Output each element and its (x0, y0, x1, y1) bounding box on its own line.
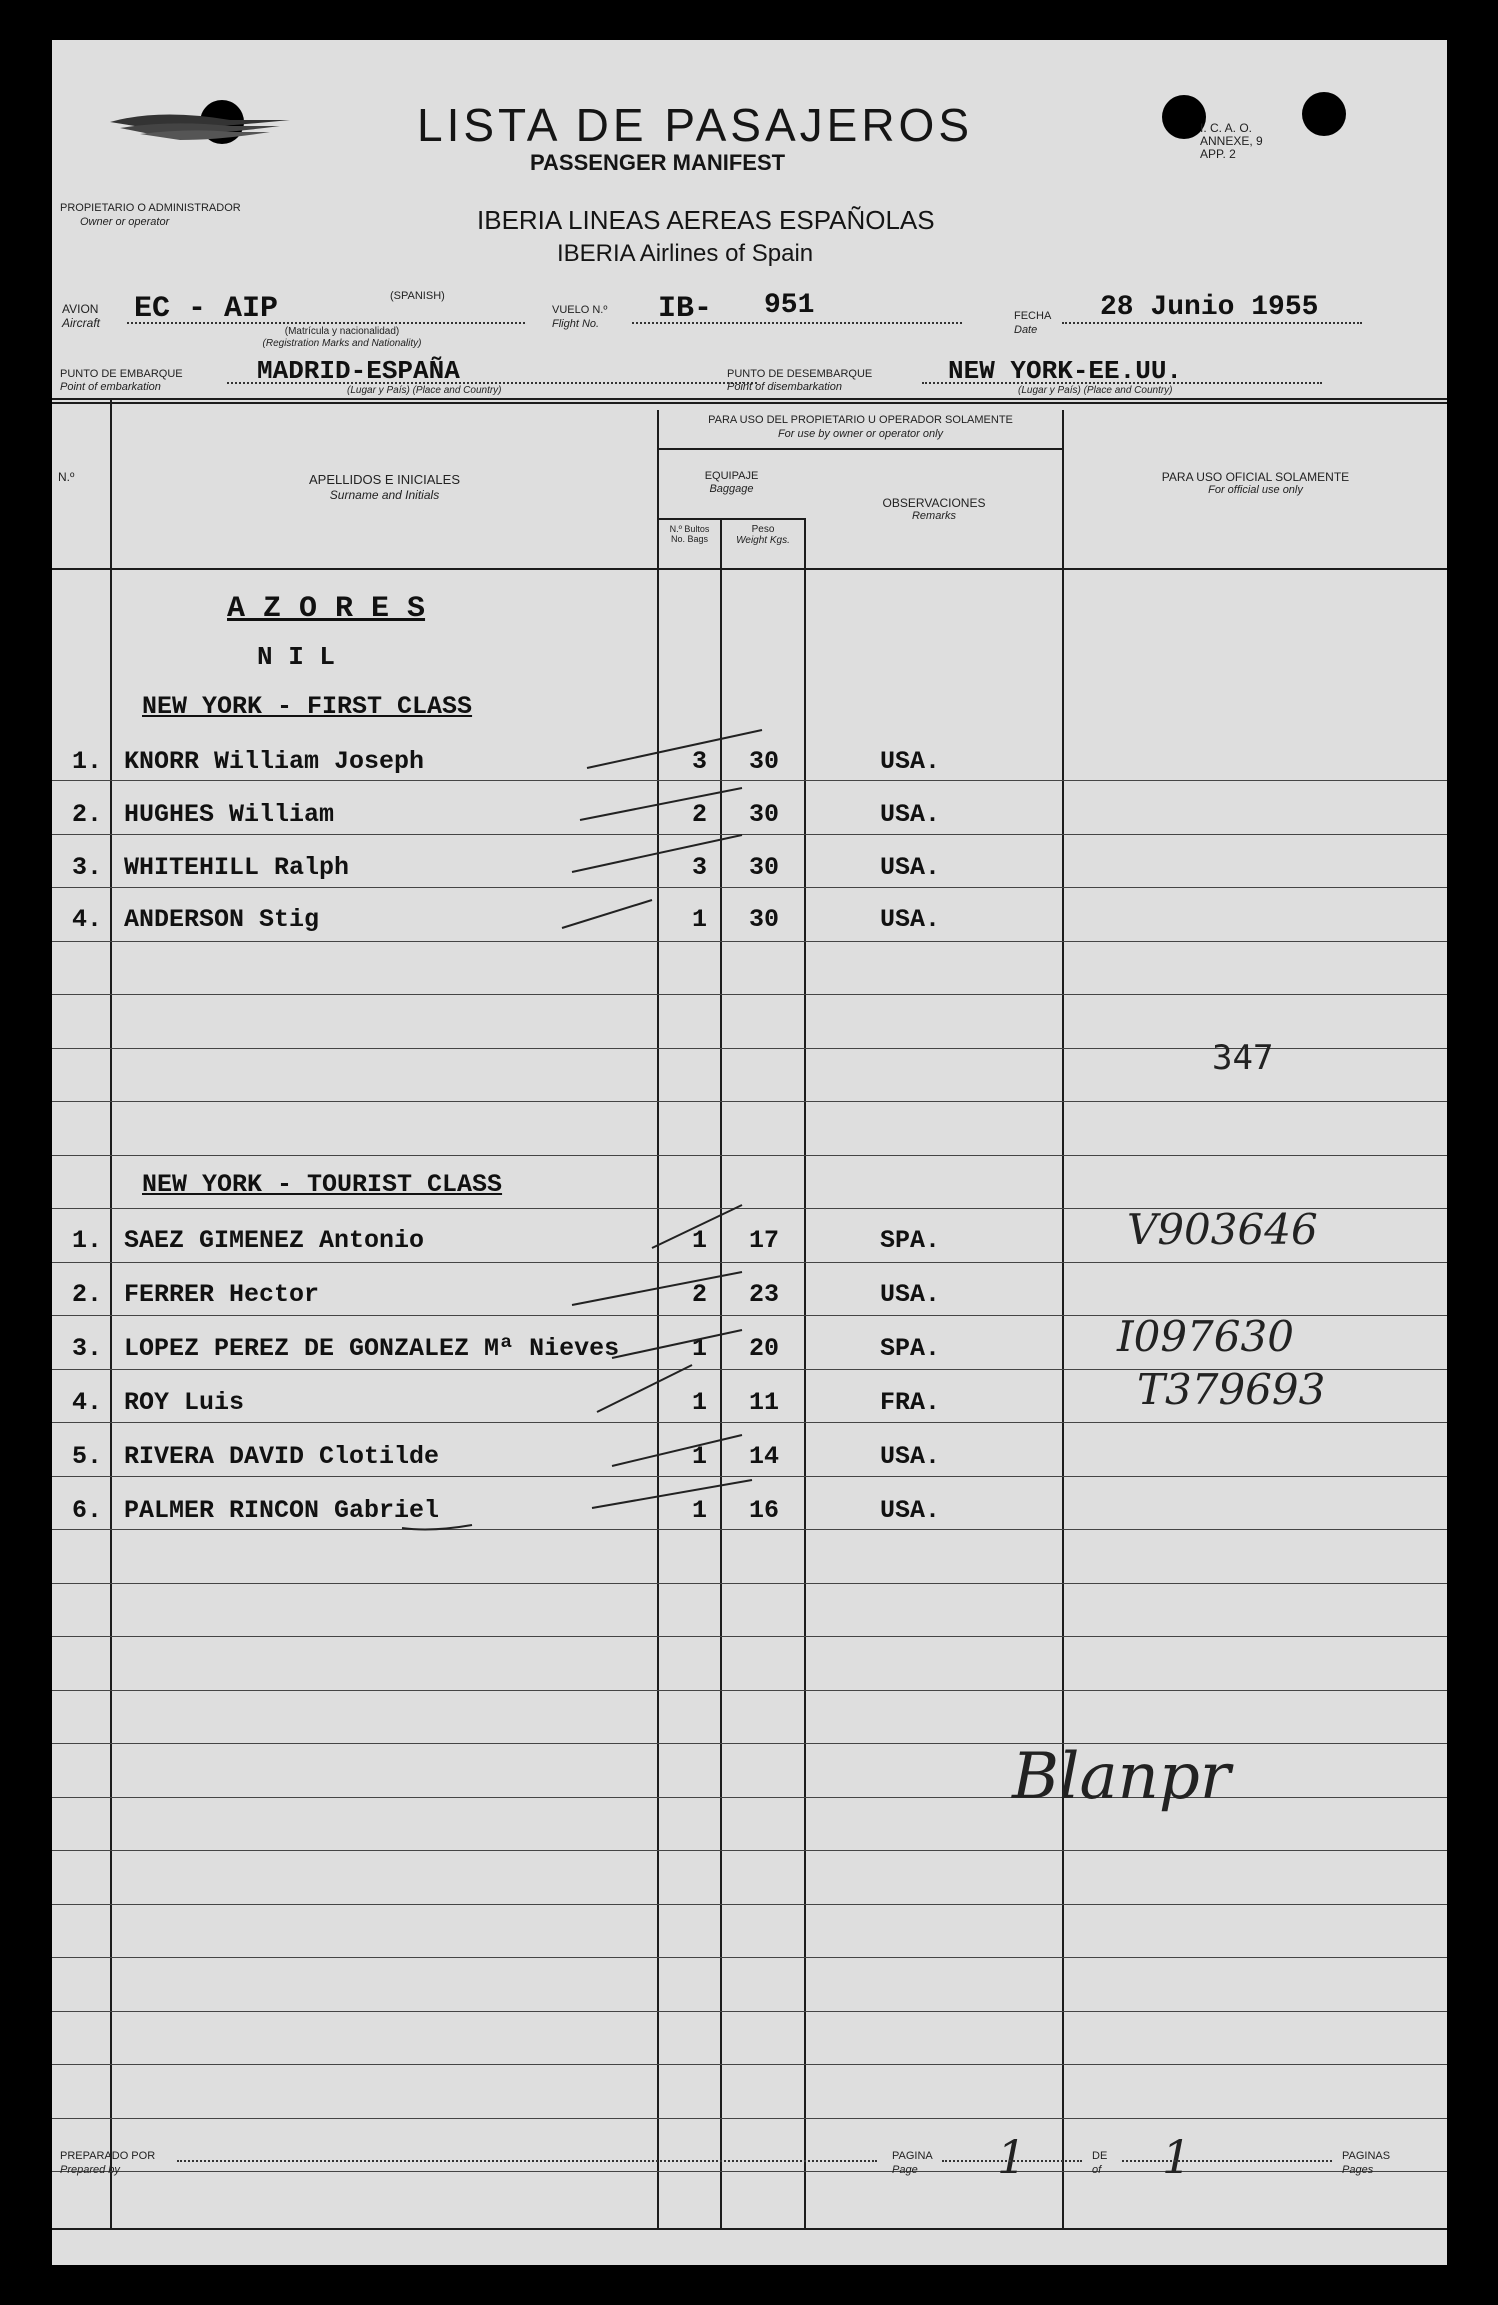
pen-check-marks (52, 40, 1447, 2265)
page-title: LISTA DE PASAJEROS (417, 99, 974, 151)
remarks-nationality: FRA. (880, 1388, 941, 1417)
flight-label: VUELO N.º (552, 304, 608, 316)
prepared-label-en: Prepared by (60, 2164, 120, 2176)
bags-count: 1 (692, 1388, 708, 1417)
header-weight: Peso Weight Kgs. (736, 524, 790, 546)
signature: Blanpr (1012, 1740, 1231, 1814)
row-number: 2. (72, 1280, 103, 1309)
remarks-nationality: USA. (880, 1496, 941, 1525)
page-subtitle: PASSENGER MANIFEST (530, 150, 786, 175)
bags-weight: 23 (749, 1280, 780, 1309)
bags-weight: 17 (749, 1226, 780, 1255)
remarks-nationality: USA. (880, 747, 941, 776)
official-number: 347 (1212, 1038, 1274, 1078)
aircraft-label: AVION (62, 302, 99, 316)
registration-note: (Matrícula y nacionalidad) (284, 326, 400, 337)
pages-label-en: Pages (1342, 2164, 1374, 2176)
embark-label: PUNTO DE EMBARQUE (60, 368, 183, 380)
header-owner-use: PARA USO DEL PROPIETARIO U OPERADOR SOLAMENTE (708, 414, 1013, 426)
prepared-line (177, 2160, 877, 2162)
official-passport-number: T379693 (1137, 1365, 1326, 1414)
embark-label-en: Point of embarkation (60, 381, 161, 393)
remarks-nationality: SPA. (880, 1226, 941, 1255)
bags-weight: 30 (749, 853, 780, 882)
header-surname: APELLIDOS E INICIALES (308, 472, 460, 487)
row-number: 1. (72, 1226, 103, 1255)
embark-note: (Lugar y País) (Place and Country) (347, 385, 502, 396)
remarks-nationality: USA. (880, 1442, 941, 1471)
passenger-name: KNORR William Joseph (124, 747, 425, 776)
row-number: 2. (72, 800, 103, 829)
row-number: 3. (72, 853, 103, 882)
bags-count: 1 (692, 1226, 708, 1255)
bags-weight: 30 (749, 800, 780, 829)
header-remarks: OBSERVACIONES (882, 496, 986, 510)
header-no: N.º (58, 470, 75, 484)
pages-line (1122, 2160, 1332, 2162)
airline-name-en: IBERIA Airlines of Spain (557, 240, 814, 267)
owner-label: PROPIETARIO O ADMINISTRADOR (60, 202, 241, 214)
page-line (942, 2160, 1082, 2162)
aircraft-label-en: Aircraft (62, 316, 101, 330)
section-azores: A Z O R E S (227, 592, 426, 626)
bags-count: 1 (692, 1334, 708, 1363)
remarks-nationality: USA. (880, 1280, 941, 1309)
passenger-name: RIVERA DAVID Clotilde (124, 1442, 440, 1471)
icao-note: I. C. A. O. ANNEXE, 9 APP. 2 (1200, 121, 1263, 161)
bags-weight: 30 (749, 905, 780, 934)
row-number: 5. (72, 1442, 103, 1471)
pages-label: PAGINAS (1342, 2150, 1391, 2162)
bags-count: 1 (692, 905, 708, 934)
remarks-nationality: SPA. (880, 1334, 941, 1363)
disembark-value: NEW YORK-EE.UU. (948, 356, 1183, 386)
pages-total: 1 (1162, 2130, 1192, 2184)
header-surname-en: Surname and Initials (329, 488, 440, 502)
remarks-nationality: USA. (880, 905, 941, 934)
header-owner-use-en: For use by owner or operator only (777, 428, 944, 440)
flight-value: 951 (764, 290, 815, 321)
manifest-sheet (52, 40, 1447, 2265)
header-official-en: For official use only (1208, 484, 1303, 496)
date-value: 28 Junio 1955 (1100, 292, 1319, 323)
passenger-name: HUGHES William (124, 800, 335, 829)
remarks-nationality: USA. (880, 853, 941, 882)
flight-label-en: Flight No. (552, 318, 600, 330)
bags-weight: 11 (749, 1388, 780, 1417)
page-label-en: Page (892, 2164, 918, 2176)
bags-weight: 14 (749, 1442, 780, 1471)
bags-count: 3 (692, 853, 708, 882)
passenger-name: PALMER RINCON Gabriel (124, 1496, 440, 1525)
row-number: 4. (72, 1388, 103, 1417)
passenger-name: ANDERSON Stig (124, 905, 320, 934)
of-label: DE (1092, 2150, 1108, 2162)
bags-count: 3 (692, 747, 708, 776)
official-passport-number: I097630 (1117, 1312, 1294, 1361)
page-number: 1 (997, 2130, 1027, 2184)
row-number: 1. (72, 747, 103, 776)
date-label-en: Date (1014, 324, 1038, 336)
flight-prefix: IB- (658, 292, 713, 326)
disembark-label-en: Point of disembarkation (727, 381, 842, 393)
of-label-en: of (1092, 2164, 1102, 2176)
registration-note-en: (Registration Marks and Nationality) (262, 338, 422, 349)
owner-label-en: Owner or operator (80, 216, 170, 228)
prepared-label: PREPARADO POR (60, 2150, 156, 2162)
header-remarks-en: Remarks (911, 510, 956, 522)
row-number: 3. (72, 1334, 103, 1363)
row-number: 4. (72, 905, 103, 934)
passenger-name: ROY Luis (124, 1388, 245, 1417)
bags-count: 2 (692, 800, 708, 829)
passenger-name: LOPEZ PEREZ DE GONZALEZ Mª Nieves (124, 1334, 620, 1363)
remarks-nationality: USA. (880, 800, 941, 829)
embark-value: MADRID-ESPAÑA (257, 356, 460, 386)
passenger-name: WHITEHILL Ralph (124, 853, 350, 882)
passenger-name: FERRER Hector (124, 1280, 320, 1309)
bags-count: 1 (692, 1442, 708, 1471)
passenger-name: SAEZ GIMENEZ Antonio (124, 1226, 425, 1255)
bags-weight: 16 (749, 1496, 780, 1525)
bags-weight: 20 (749, 1334, 780, 1363)
header-baggage-en: Baggage (709, 483, 754, 495)
header-pieces: N.º Bultos No. Bags (669, 524, 710, 544)
page-label: PAGINA (892, 2150, 933, 2162)
bags-count: 2 (692, 1280, 708, 1309)
section-tourist-class: NEW YORK - TOURIST CLASS (142, 1170, 503, 1199)
aircraft-note: (SPANISH) (390, 290, 445, 302)
disembark-note: (Lugar y País) (Place and Country) (1018, 385, 1173, 396)
bags-weight: 30 (749, 747, 780, 776)
date-label: FECHA (1014, 310, 1052, 322)
section-first-class: NEW YORK - FIRST CLASS (142, 692, 473, 721)
aircraft-value: EC - AIP (134, 292, 279, 326)
disembark-label: PUNTO DE DESEMBARQUE (727, 368, 873, 380)
row-number: 6. (72, 1496, 103, 1525)
footer-border (52, 2228, 1447, 2230)
section-nil: N I L (257, 642, 336, 672)
official-passport-number: V903646 (1127, 1205, 1318, 1254)
bags-count: 1 (692, 1496, 708, 1525)
header-baggage: EQUIPAJE (704, 470, 759, 482)
airline-name: IBERIA LINEAS AEREAS ESPAÑOLAS (477, 205, 935, 235)
header-official: PARA USO OFICIAL SOLAMENTE (1161, 470, 1350, 484)
